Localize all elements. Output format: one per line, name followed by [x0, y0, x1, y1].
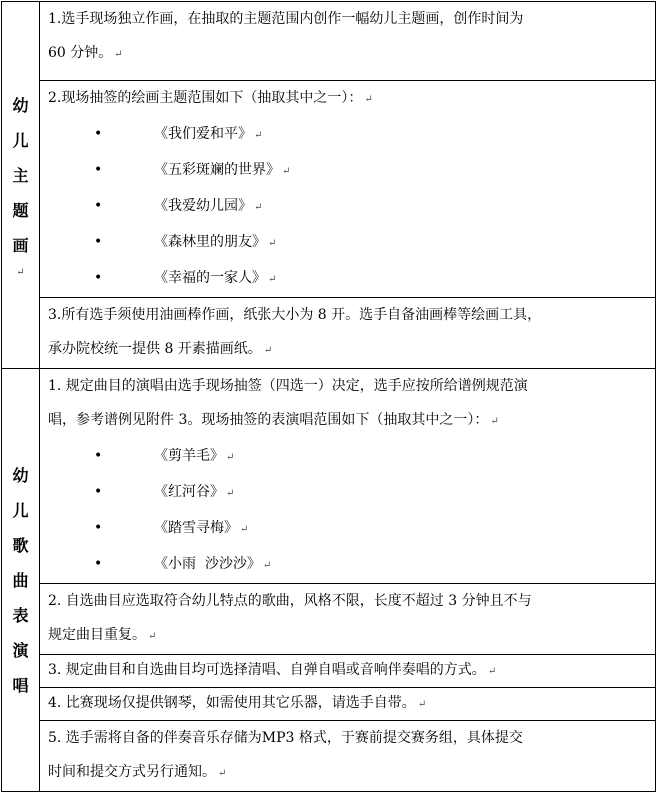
paragraph-mark-icon: ↵: [417, 699, 427, 710]
label-char: 演: [12, 640, 29, 660]
theme-option: 《森林里的朋友》: [154, 234, 266, 250]
singing-rule-5: [40, 721, 656, 792]
list-item: [48, 261, 647, 297]
paragraph-mark-icon: ↵: [490, 416, 499, 427]
label-char: 唱: [12, 675, 29, 695]
list-item: [48, 511, 647, 547]
bullet-icon: •: [94, 520, 103, 536]
rule-text: 60 分钟。: [48, 45, 113, 61]
list-item: [48, 439, 647, 475]
bullet-icon: •: [94, 448, 103, 464]
competition-rules-table: [1, 1, 656, 792]
list-item: [48, 547, 647, 583]
paragraph-mark-icon: ↵: [263, 345, 273, 356]
rule-text: 规定曲目重复。: [48, 627, 146, 643]
bullet-icon: •: [94, 198, 103, 214]
singing-rule-4: [40, 688, 656, 721]
label-char: 幼: [12, 95, 29, 115]
rule-text: 承办院校统一提供 8 开素描画纸。: [48, 341, 262, 357]
song-option: 《小雨 沙沙沙》: [154, 556, 261, 572]
singing-rule-2: [40, 584, 656, 655]
bullet-icon: •: [94, 556, 103, 572]
label-char: 儿: [12, 130, 29, 150]
label-char: 题: [12, 200, 29, 220]
label-char: 歌: [12, 535, 29, 555]
paragraph-mark-icon: ↵: [114, 49, 123, 60]
paragraph-mark-icon: ↵: [254, 202, 263, 213]
bullet-icon: •: [94, 162, 103, 178]
paragraph-mark-icon: ↵: [254, 130, 263, 141]
song-option: 《踏雪寻梅》: [154, 520, 238, 536]
label-char: 曲: [12, 570, 29, 590]
section-label-painting: [2, 2, 40, 369]
paragraph-mark-icon: ↵: [218, 768, 227, 779]
rule-text: 1.选手现场独立作画，在抽取的主题范围内创作一幅幼儿主题画，创作时间为: [48, 11, 524, 27]
list-item: [48, 153, 647, 189]
paragraph-mark-icon: ↵: [262, 560, 272, 571]
song-option: 《红河谷》: [154, 484, 224, 500]
list-item: [48, 117, 647, 153]
singing-rule-1: [40, 369, 656, 584]
paragraph-mark-icon: ↵: [364, 94, 373, 105]
paragraph-mark-icon: ↵: [16, 266, 25, 278]
singing-rule-3: [40, 655, 656, 688]
label-char: 画: [12, 235, 29, 255]
label-char: 表: [12, 605, 29, 625]
rule-text: 5. 选手需将自备的伴奏音乐存储为MP3 格式，于赛前提交赛务组，具体提交: [48, 730, 523, 746]
rule-text: 时间和提交方式另行通知。: [48, 764, 216, 780]
painting-rule-1: [40, 2, 656, 81]
theme-option: 《我们爱和平》: [154, 126, 252, 142]
theme-option: 《我爱幼儿园》: [154, 198, 252, 214]
song-option: 《剪羊毛》: [154, 448, 224, 464]
paragraph-mark-icon: ↵: [226, 452, 235, 463]
theme-option: 《幸福的一家人》: [154, 270, 266, 286]
paragraph-mark-icon: ↵: [487, 666, 497, 677]
rule-text: 2. 自选曲目应选取符合幼儿特点的歌曲，风格不限，长度不超过 3 分钟且不与: [48, 593, 532, 609]
bullet-icon: •: [94, 270, 103, 286]
rule-text: 4. 比赛现场仅提供钢琴，如需使用其它乐器，请选手自带。: [48, 695, 416, 711]
rule-text: 3.所有选手须使用油画棒作画，纸张大小为 8 开。选手自备油画棒等绘画工具，: [48, 307, 542, 323]
paragraph-mark-icon: ↵: [268, 238, 277, 249]
label-char: 主: [12, 165, 29, 185]
section-label-singing: [2, 369, 40, 792]
paragraph-mark-icon: ↵: [226, 488, 235, 499]
painting-rule-3: [40, 298, 656, 369]
painting-rule-2: [40, 81, 656, 298]
bullet-icon: •: [94, 484, 103, 500]
rule-text: 1. 规定曲目的演唱由选手现场抽签（四选一）决定，选手应按所给谱例规范演: [48, 378, 528, 394]
list-item: [48, 189, 647, 225]
rule-text: 2.现场抽签的绘画主题范围如下（抽取其中之一）：: [48, 90, 363, 106]
label-char: 幼: [12, 465, 29, 485]
rule-text: 3. 规定曲目和自选曲目均可选择清唱、自弹自唱或音响伴奏唱的方式。: [48, 662, 486, 678]
paragraph-mark-icon: ↵: [282, 166, 291, 177]
label-char: 儿: [12, 500, 29, 520]
paragraph-mark-icon: ↵: [240, 524, 249, 535]
list-item: [48, 475, 647, 511]
list-item: [48, 225, 647, 261]
theme-option: 《五彩斑斓的世界》: [154, 162, 280, 178]
bullet-icon: •: [94, 126, 103, 142]
paragraph-mark-icon: ↵: [148, 631, 157, 642]
paragraph-mark-icon: ↵: [268, 274, 277, 285]
rule-text: 唱，参考谱例见附件 3。现场抽签的表演唱范围如下（抽取其中之一）：: [48, 412, 489, 428]
bullet-icon: •: [94, 234, 103, 250]
